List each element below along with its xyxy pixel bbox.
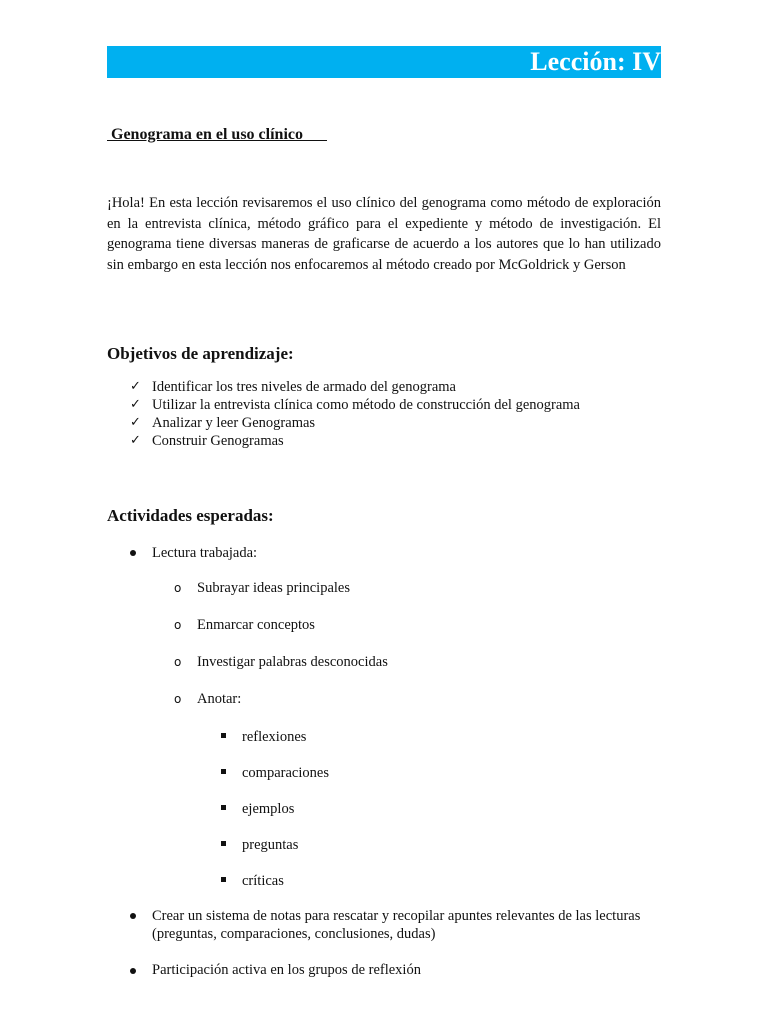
bullet-square-icon bbox=[221, 805, 226, 810]
bullet-square-icon bbox=[221, 769, 226, 774]
bullet-disc-icon bbox=[130, 968, 136, 974]
reading-subitem: Subrayar ideas principales bbox=[197, 580, 351, 596]
activities-heading: Actividades esperadas: bbox=[107, 506, 274, 525]
checkmark-icon: ✓ bbox=[130, 433, 141, 448]
annotate-item: preguntas bbox=[242, 837, 299, 853]
activity-notes: Crear un sistema de notas para rescatar y recopilar apuntes relevantes de las lecturas (preguntas, comparaciones, conclusiones, dudas) bbox=[152, 908, 641, 942]
annotate-item: comparaciones bbox=[242, 765, 329, 781]
lesson-header-banner bbox=[107, 46, 661, 78]
reading-subitem: Investigar palabras desconocidas bbox=[197, 654, 388, 670]
section-subtitle: Genograma en el uso clínico bbox=[107, 126, 327, 143]
bullet-disc-icon bbox=[130, 550, 136, 556]
annotate-item: ejemplos bbox=[242, 801, 295, 817]
bullet-circle-icon: o bbox=[174, 618, 182, 632]
lesson-title: Lección: IV bbox=[530, 47, 661, 76]
bullet-disc-icon bbox=[130, 913, 136, 919]
reading-subitem: Enmarcar conceptos bbox=[197, 617, 315, 633]
objective-item: ✓ Identificar los tres niveles de armado del genograma bbox=[130, 379, 456, 395]
annotate-item: críticas bbox=[242, 873, 284, 889]
intro-paragraph: ¡Hola! En esta lección revisaremos el uso clínico del genograma como método de exploración en la entrevista clínica, método gráfico para el expediente y método de investigación. El genograma tiene diversas maneras de graficarse de acuerdo a los autores que lo han utilizado sin embargo en esta lección nos enfocaremos al método creado por McGoldrick y Gerson bbox=[107, 195, 661, 273]
bullet-square-icon bbox=[221, 877, 226, 882]
checkmark-icon: ✓ bbox=[130, 397, 141, 412]
bullet-square-icon bbox=[221, 733, 226, 738]
checkmark-icon: ✓ bbox=[130, 415, 141, 430]
activity-participation: Participación activa en los grupos de reflexión bbox=[152, 962, 421, 978]
bullet-circle-icon: o bbox=[174, 581, 182, 595]
bullet-circle-icon: o bbox=[174, 692, 182, 706]
objective-item: ✓ Construir Genogramas bbox=[130, 433, 284, 449]
bullet-square-icon bbox=[221, 841, 226, 846]
activity-reading: Lectura trabajada: bbox=[152, 545, 258, 561]
annotate-item: reflexiones bbox=[242, 729, 307, 745]
checkmark-icon: ✓ bbox=[130, 379, 141, 394]
objectives-heading: Objetivos de aprendizaje: bbox=[107, 344, 294, 363]
objective-item: ✓ Utilizar la entrevista clínica como método de construcción del genograma bbox=[130, 397, 580, 413]
objective-item: ✓ Analizar y leer Genogramas bbox=[130, 415, 316, 431]
objectives-list bbox=[107, 378, 661, 450]
bullet-circle-icon: o bbox=[174, 655, 182, 669]
reading-subitem: Anotar: bbox=[197, 691, 242, 707]
